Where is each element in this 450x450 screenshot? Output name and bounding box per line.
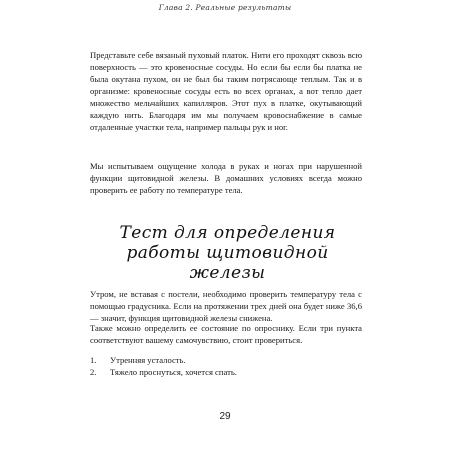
- list-item: [90, 366, 362, 378]
- paragraph-2-text: Мы испытываем ощущение холода в руках и ногах при нарушенной функции щитовидной железы. В домашних условиях всегда можно проверить ее работу по температуре тела.: [90, 161, 362, 195]
- list-item-number: 2.: [90, 367, 97, 377]
- list-item-text: Утренняя усталость.: [110, 355, 186, 365]
- list-item-number: 1.: [90, 355, 97, 365]
- paragraph-3: [90, 288, 362, 324]
- list-item-text: Тяжело проснуться, хочется спать.: [110, 367, 237, 377]
- paragraph-1: [90, 49, 362, 133]
- page-number: 29: [219, 411, 231, 422]
- paragraph-2: [90, 160, 362, 196]
- symptom-list: [90, 354, 362, 378]
- paragraph-3-text: Утром, не вставая с постели, необходимо проверить температуру тела с помощью градусника. Если на протяжении трех дней она будет ниже 36,6 — значит, функция щитовидной железы снижена.: [90, 289, 362, 323]
- paragraph-4-text: Также можно определить ее состояние по опроснику. Если три пункта соответствуют вашему самочувствию, стоит провериться.: [90, 323, 362, 345]
- paragraph-1-text: Представьте себе вязаный пуховый платок. Нити его проходят сквозь всю поверхность — это кровеносные сосуды. Но если бы если бы платка не была окутана пухом, он не был бы таким потрясающе теплым. Так и в организме: кровеносные сосуды есть во всех органах, а вот тепло дает множество мельчайших капилляров. Этот пух в платке, окутывающий каждую нить. Благодаря им мы получаем кровоснабжение в самые отдаленные участки тела, например пальцы рук и ног.: [90, 50, 362, 132]
- paragraph-4: [90, 322, 362, 346]
- running-header: Глава 2. Реальные результаты: [158, 3, 292, 12]
- list-item: [90, 354, 362, 366]
- section-heading: Тест для определения работы щитовидной железы: [119, 223, 336, 283]
